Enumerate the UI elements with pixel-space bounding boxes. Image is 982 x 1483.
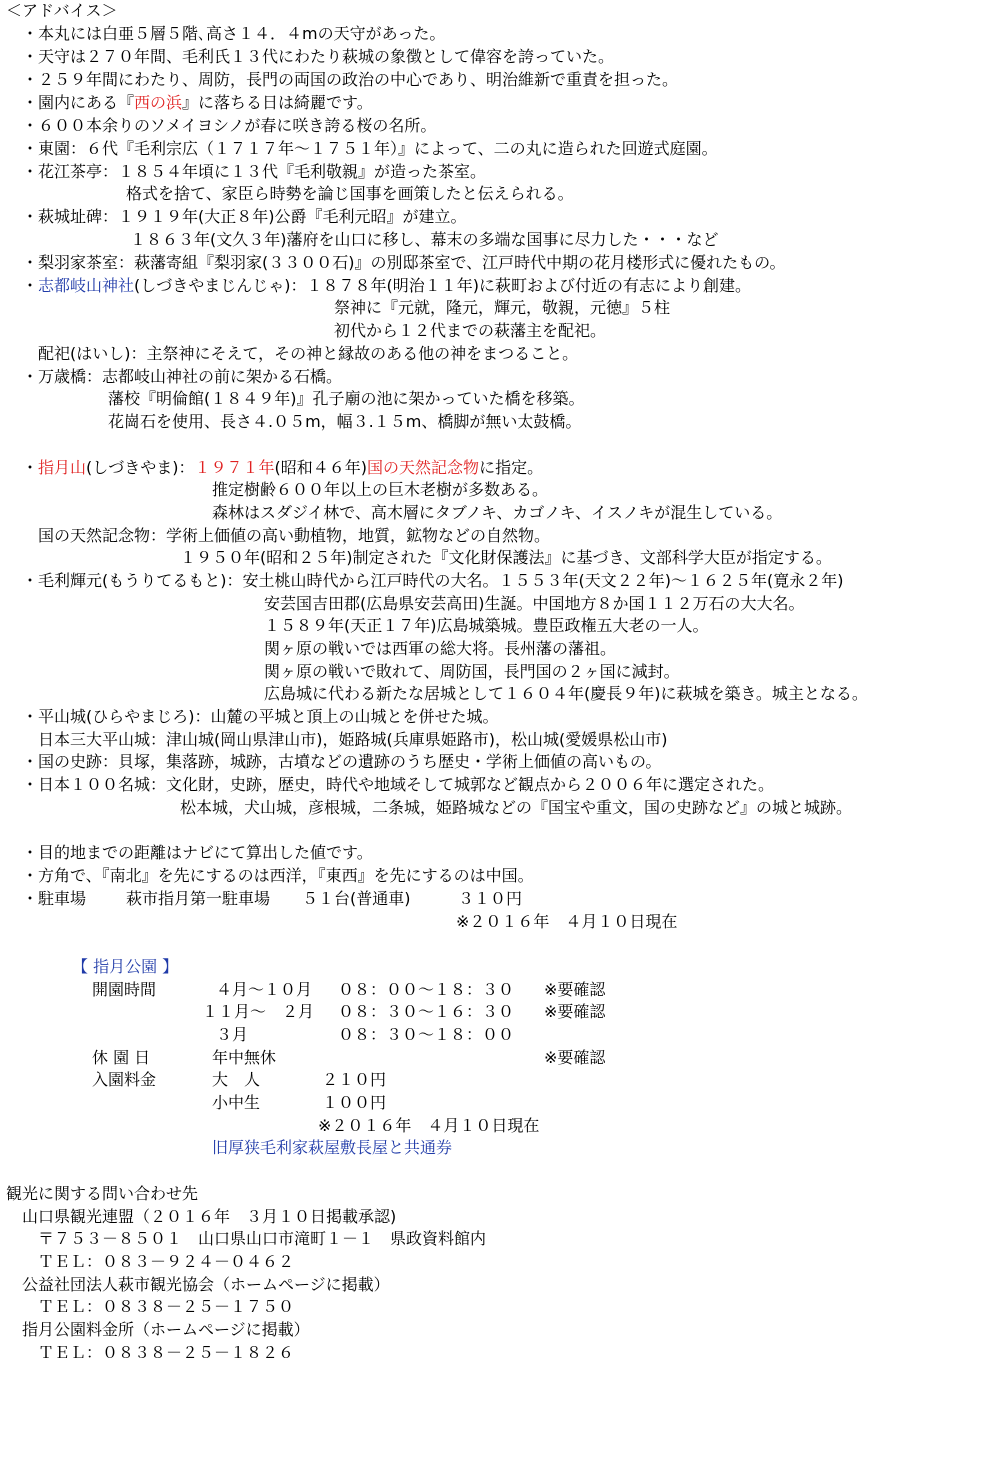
fee-label: 入園料金 [92,1070,157,1089]
terumoto-line: １５８９年(天正１７年)広島城築城。豊臣政権五大老の一人。 [264,616,709,635]
terumoto-line: 関ヶ原の戦いで敗れて、周防国，長門国の２ヶ国に減封。 [264,662,680,681]
hours-note: ※要確認 [544,1002,606,1021]
parking-name: 萩市指月第一駐車場 [126,889,271,908]
note-line: ・目的地までの距離はナビにて算出した値です。 [22,843,373,862]
hours-time: ０８：３０～１６：３０ [338,1002,515,1021]
hours-note: ※要確認 [544,980,606,999]
terumoto-line: 安芸国吉田郡(広島県安芸高田)生誕。中国地方８か国１１２万石の大大名。 [264,594,805,613]
note-line: ・方角で、『南北』を先にするのは西洋，『東西』を先にするのは中国。 [22,866,534,885]
shizukiyama-detail: 推定樹齢６００年以上の巨木老樹が多数ある。 [212,480,549,499]
parking-capacity: ５１台(普通車) [302,889,411,908]
hours-months: ４月～１０月 [216,980,313,999]
combo-ticket: 旧厚狭毛利家萩屋敷長屋と共通券 [212,1138,453,1157]
toen-line: ・東園：６代『毛利宗広（１７１７年～１７５１年）』によって、二の丸に造られた回遊式庭園。 [22,139,718,158]
kakou-line: ・花江茶亭：１８５４年頃に１３代『毛利敬親』が造った茶室。 [22,162,487,181]
park-title: 【 指月公園 】 [72,957,179,976]
fee-type: 大 人 [212,1070,261,1089]
shizuki-jinja-detail: 祭神に『元就，隆元，輝元，敬親，元徳』５柱 [334,298,671,317]
fee-price: １００円 [322,1093,387,1112]
terumoto-line: 広島城に代わる新たな居城として１６０４年(慶長９年)に萩城を築き。城主となる。 [264,684,868,703]
shizukiyama-line: ・指月山(しづきやま)：１９７１年(昭和４６年)国の天然記念物に指定。 [22,458,544,477]
natural-monument-highlight: 国の天然記念物 [367,458,480,477]
shizuki-jinja-line: ・志都岐山神社(しづきやまじんじゃ)：１８７８年(明治１１年)に萩町および付近の有志により創建。 [22,276,752,295]
haishi-line: 配祀(はいし)：主祭神にそえて，その神と縁故のある他の神をまつること。 [38,344,579,363]
hyakumeijo-line: ・日本１００名城：文化財，史跡，歴史，時代や地域そして城郭など観点から２００６年に選定された。 [22,775,775,794]
hours-months: １１月～ ２月 [202,1002,315,1021]
terumoto-line: ・毛利輝元(もうりてるもと)：安土桃山時代から江戸時代の大名。１５５３年(天文２２年)～１６２５年(寛永２年) [22,571,844,590]
hours-time: ０８：３０～１８：００ [338,1025,515,1044]
bansai-line: 藩校『明倫館(１８４９年)』孔子廟の池に架かっていた橋を移築。 [108,389,585,408]
parking-fee: ３１０円 [458,889,523,908]
hagijo-hi-line: ・萩城址碑：１９１９年(大正８年)公爵『毛利元昭』が建立。 [22,207,467,226]
castle-line: ・本丸には白亜５層５階､高さ１４．４mの天守があった。 [22,24,446,43]
league-tel: ＴＥＬ：０８３－９２４－０４６２ [38,1252,295,1271]
hagi-assoc-tel: ＴＥＬ：０８３８－２５－１７５０ [38,1297,295,1316]
shizuki-jinja-name: 志都岐山神社 [38,276,135,295]
advice-as-of: ※２０１６年 ４月１０日現在 [456,912,678,931]
contact-heading: 観光に関する問い合わせ先 [6,1184,199,1203]
fee-price: ２１０円 [322,1070,387,1089]
parking-label: ・駐車場 [22,889,87,908]
tennen-line: 国の天然記念物：学術上価値の高い動植物，地質，鉱物などの自然物。 [38,526,551,545]
hours-months: ３月 [216,1025,249,1044]
shizukiyama-detail: 森林はスダジイ林で、高木層にタブノキ、カゴノキ、イスノキが混生している。 [212,503,783,522]
park-as-of: ※２０１６年 ４月１０日現在 [318,1116,540,1135]
bansai-line: 花崗石を使用、長さ４.０５m，幅３.１５m、橋脚が無い太鼓橋。 [108,412,582,431]
closed-note: ※要確認 [544,1048,606,1067]
shizukiyama-year: １９７１年 [194,458,275,477]
fee-type: 小中生 [212,1093,261,1112]
castle-line: ・天守は２７０年間、毛利氏１３代にわたり萩城の象徴として偉容を誇っていた。 [22,47,615,66]
nishinohama-highlight: 西の浜 [134,93,183,112]
league-address: 〒７５３－８５０１ 山口県山口市滝町１－１ 県政資料館内 [38,1229,487,1248]
riuke-line: ・梨羽家茶室：萩藩寄組『梨羽家(３３００石)』の別邸茶室で、江戸時代中期の花月楼形式に優れたもの。 [22,253,786,272]
kakou-line: 格式を捨て、家臣ら時勢を論じ国事を画策したと伝えられる。 [126,184,574,203]
hours-label: 開園時間 [92,980,157,999]
shiseki-line: ・国の史跡：貝塚，集落跡，城跡，古墳などの遺跡のうち歴史・学術上価値の高いもの。 [22,752,662,771]
castle-line: ・２５９年間にわたり、周防，長門の両国の政治の中心であり、明治維新で重責を担った。 [22,70,679,89]
sakura-line: ・６００本余りのソメイヨシノが春に咲き誇る桜の名所。 [22,116,437,135]
shizukiyama-name: 指月山 [38,458,87,477]
hours-time: ０８：００～１８：３０ [338,980,515,999]
hagijo-hi-line: １８６３年(文久３年)藩府を山口に移し、幕末の多端な国事に尽力した・・・など [130,230,719,249]
tennen-line: １９５０年(昭和２５年)制定された『文化財保護法』に基づき、文部科学大臣が指定する。 [180,548,832,567]
hirayama-line: 日本三大平山城：津山城(岡山県津山市)，姫路城(兵庫県姫路市)，松山城(愛媛県松山市) [38,730,668,749]
hagi-assoc-name: 公益社団法人萩市観光協会（ホームページに掲載） [22,1275,390,1294]
park-office-name: 指月公園料金所（ホームページに掲載） [22,1320,310,1339]
league-name: 山口県観光連盟（２０１６年 ３月１０日掲載承認) [22,1207,397,1226]
terumoto-line: 関ヶ原の戦いでは西軍の総大将。長州藩の藩祖。 [264,639,617,658]
closed-label: 休 園 日 [92,1048,151,1067]
advice-heading: ＜アドバイス＞ [6,1,118,20]
closed-value: 年中無休 [212,1048,277,1067]
hirayama-line: ・平山城(ひらやまじろ)：山麓の平城と頂上の山城とを併せた城。 [22,707,499,726]
nishinohama-line: ・園内にある『西の浜』に落ちる日は綺麗です。 [22,93,373,112]
hyakumeijo-line: 松本城，犬山城，彦根城，二条城，姫路城などの『国宝や重文，国の史跡など』の城と城跡。 [180,798,853,817]
shizuki-jinja-detail: 初代から１２代までの萩藩主を配祀。 [334,321,607,340]
bansai-line: ・万歳橋：志都岐山神社の前に架かる石橋。 [22,367,343,386]
park-office-tel: ＴＥＬ：０８３８－２５－１８２６ [38,1343,295,1362]
